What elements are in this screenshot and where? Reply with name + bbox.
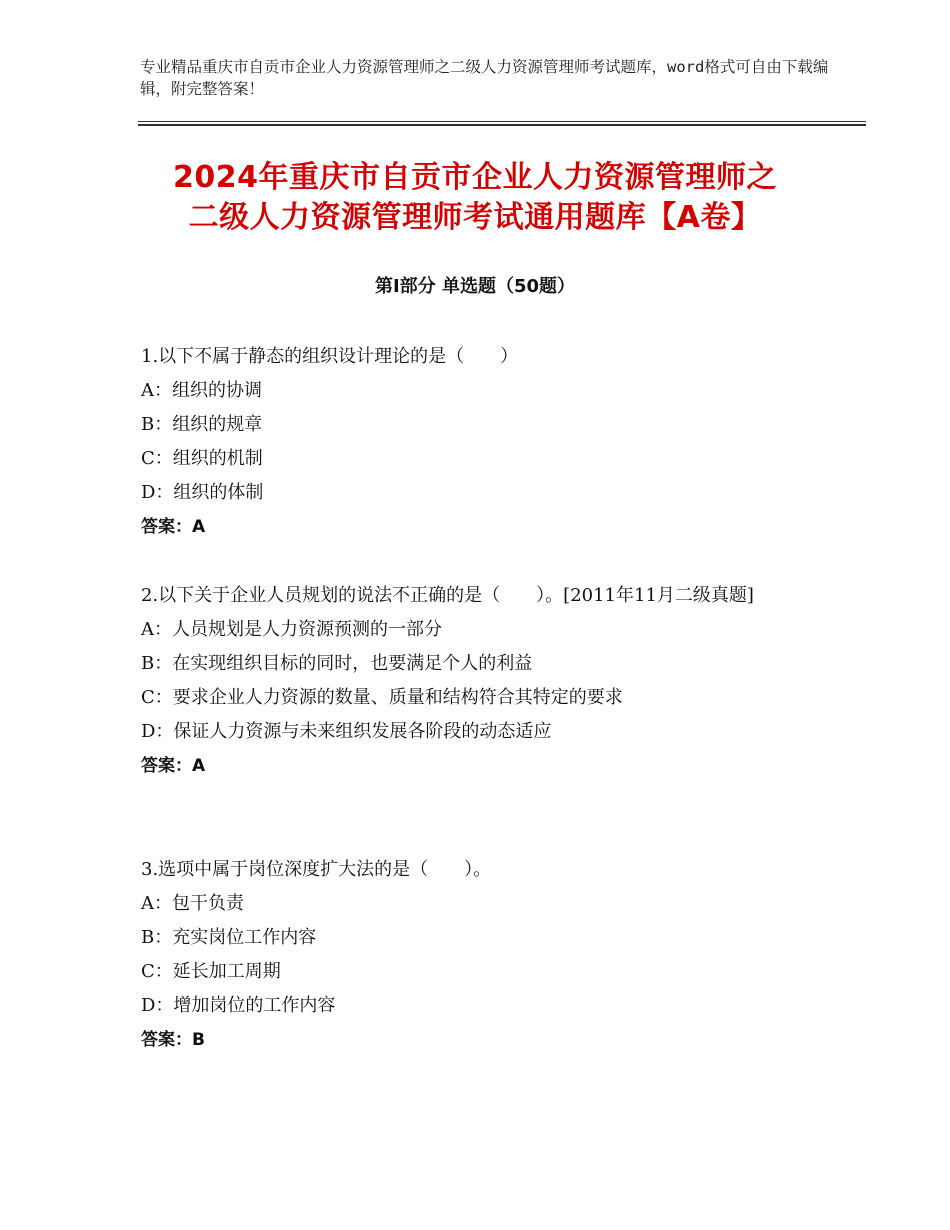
option-a: A：组织的协调 [141,380,262,401]
option-b: B：组织的规章 [141,414,263,435]
question-3 [141,853,831,1057]
question-1 [141,340,831,544]
header-divider-thick [138,124,866,126]
answer: 答案：A [141,517,206,537]
document-title-line-1: 2024年重庆市自贡市企业人力资源管理师之 [173,160,777,195]
question-stem: 3.选项中属于岗位深度扩大法的是（ ）。 [141,859,492,880]
header-divider-thin [138,121,866,122]
option-d: D：组织的体制 [141,482,264,503]
option-c: C：延长加工周期 [141,961,281,982]
option-d: D：保证人力资源与未来组织发展各阶段的动态适应 [141,721,552,742]
option-a: A：人员规划是人力资源预测的一部分 [141,619,442,640]
document-title [120,158,830,238]
document-title-line-2: 二级人力资源管理师考试通用题库【A卷】 [188,200,762,235]
question-stem: 1.以下不属于静态的组织设计理论的是（ ） [141,346,519,367]
option-c: C：组织的机制 [141,448,263,469]
option-a: A：包干负责 [141,893,244,914]
option-d: D：增加岗位的工作内容 [141,995,336,1016]
option-b: B：充实岗位工作内容 [141,927,317,948]
answer: 答案：A [141,756,206,776]
section-title: 第Ⅰ部分 单选题（50题） [374,276,575,297]
header-note: 专业精品重庆市自贡市企业人力资源管理师之二级人力资源管理师考试题库，word格式可自由下载编辑，附完整答案！ [140,58,829,98]
question-stem: 2.以下关于企业人员规划的说法不正确的是（ ）。[2011年11月二级真题] [141,585,754,606]
option-c: C：要求企业人力资源的数量、质量和结构符合其特定的要求 [141,687,623,708]
answer: 答案：B [141,1030,205,1050]
option-b: B：在实现组织目标的同时，也要满足个人的利益 [141,653,533,674]
question-2 [141,579,831,783]
